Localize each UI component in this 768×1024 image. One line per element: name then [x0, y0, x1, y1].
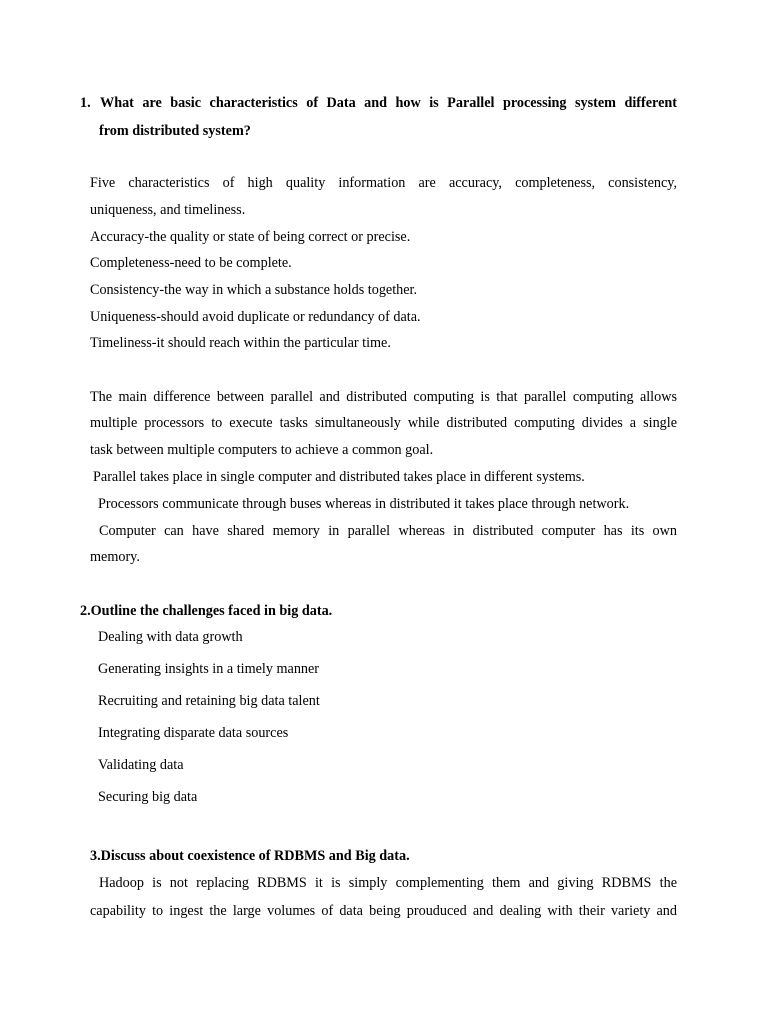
q1-para2-line3: task between multiple computers to achieve a common goal.	[90, 442, 434, 458]
q1-title-line2: from distributed system?	[99, 123, 251, 139]
q2-item: Recruiting and retaining big data talent	[98, 693, 320, 709]
q1-para1-line1: Five characteristics of high quality information are accuracy, completeness, consistency,	[90, 175, 677, 191]
q1-para2-line1: The main difference between parallel and distributed computing is that parallel computing allows	[90, 389, 677, 405]
q3-title: 3.Discuss about coexistence of RDBMS and Big data.	[90, 848, 410, 864]
q1-point-memory-line1: Computer can have shared memory in parallel whereas in distributed computer has its own	[99, 523, 677, 539]
q1-point-memory-line2: memory.	[90, 549, 140, 565]
q2-item: Validating data	[98, 757, 184, 773]
q1-para1-line2: uniqueness, and timeliness.	[90, 202, 246, 218]
q1-item-timeliness: Timeliness-it should reach within the particular time.	[90, 335, 391, 351]
q2-item: Integrating disparate data sources	[98, 725, 289, 741]
q2-title: 2.Outline the challenges faced in big data.	[80, 603, 333, 619]
q1-title-line1: What are basic characteristics of Data and how is Parallel processing system different	[100, 95, 677, 111]
q1-point-processors: Processors communicate through buses whereas in distributed it takes place through network.	[98, 496, 630, 512]
q1-item-uniqueness: Uniqueness-should avoid duplicate or redundancy of data.	[90, 309, 421, 325]
q3-para-line1: Hadoop is not replacing RDBMS it is simply complementing them and giving RDBMS the	[99, 875, 677, 891]
q3-para-line2: capability to ingest the large volumes of data being prouduced and dealing with their variety and	[90, 903, 677, 919]
q1-para2-line2: multiple processors to execute tasks simultaneously while distributed computing divides a single	[90, 415, 677, 431]
q1-number: 1.	[80, 95, 91, 111]
q1-item-accuracy: Accuracy-the quality or state of being correct or precise.	[90, 229, 411, 245]
q1-point-parallel: Parallel takes place in single computer and distributed takes place in different systems.	[93, 469, 585, 485]
q2-item: Dealing with data growth	[98, 629, 243, 645]
q2-item: Securing big data	[98, 789, 198, 805]
q1-item-completeness: Completeness-need to be complete.	[90, 255, 292, 271]
q1-item-consistency: Consistency-the way in which a substance holds together.	[90, 282, 418, 298]
q2-item: Generating insights in a timely manner	[98, 661, 320, 677]
